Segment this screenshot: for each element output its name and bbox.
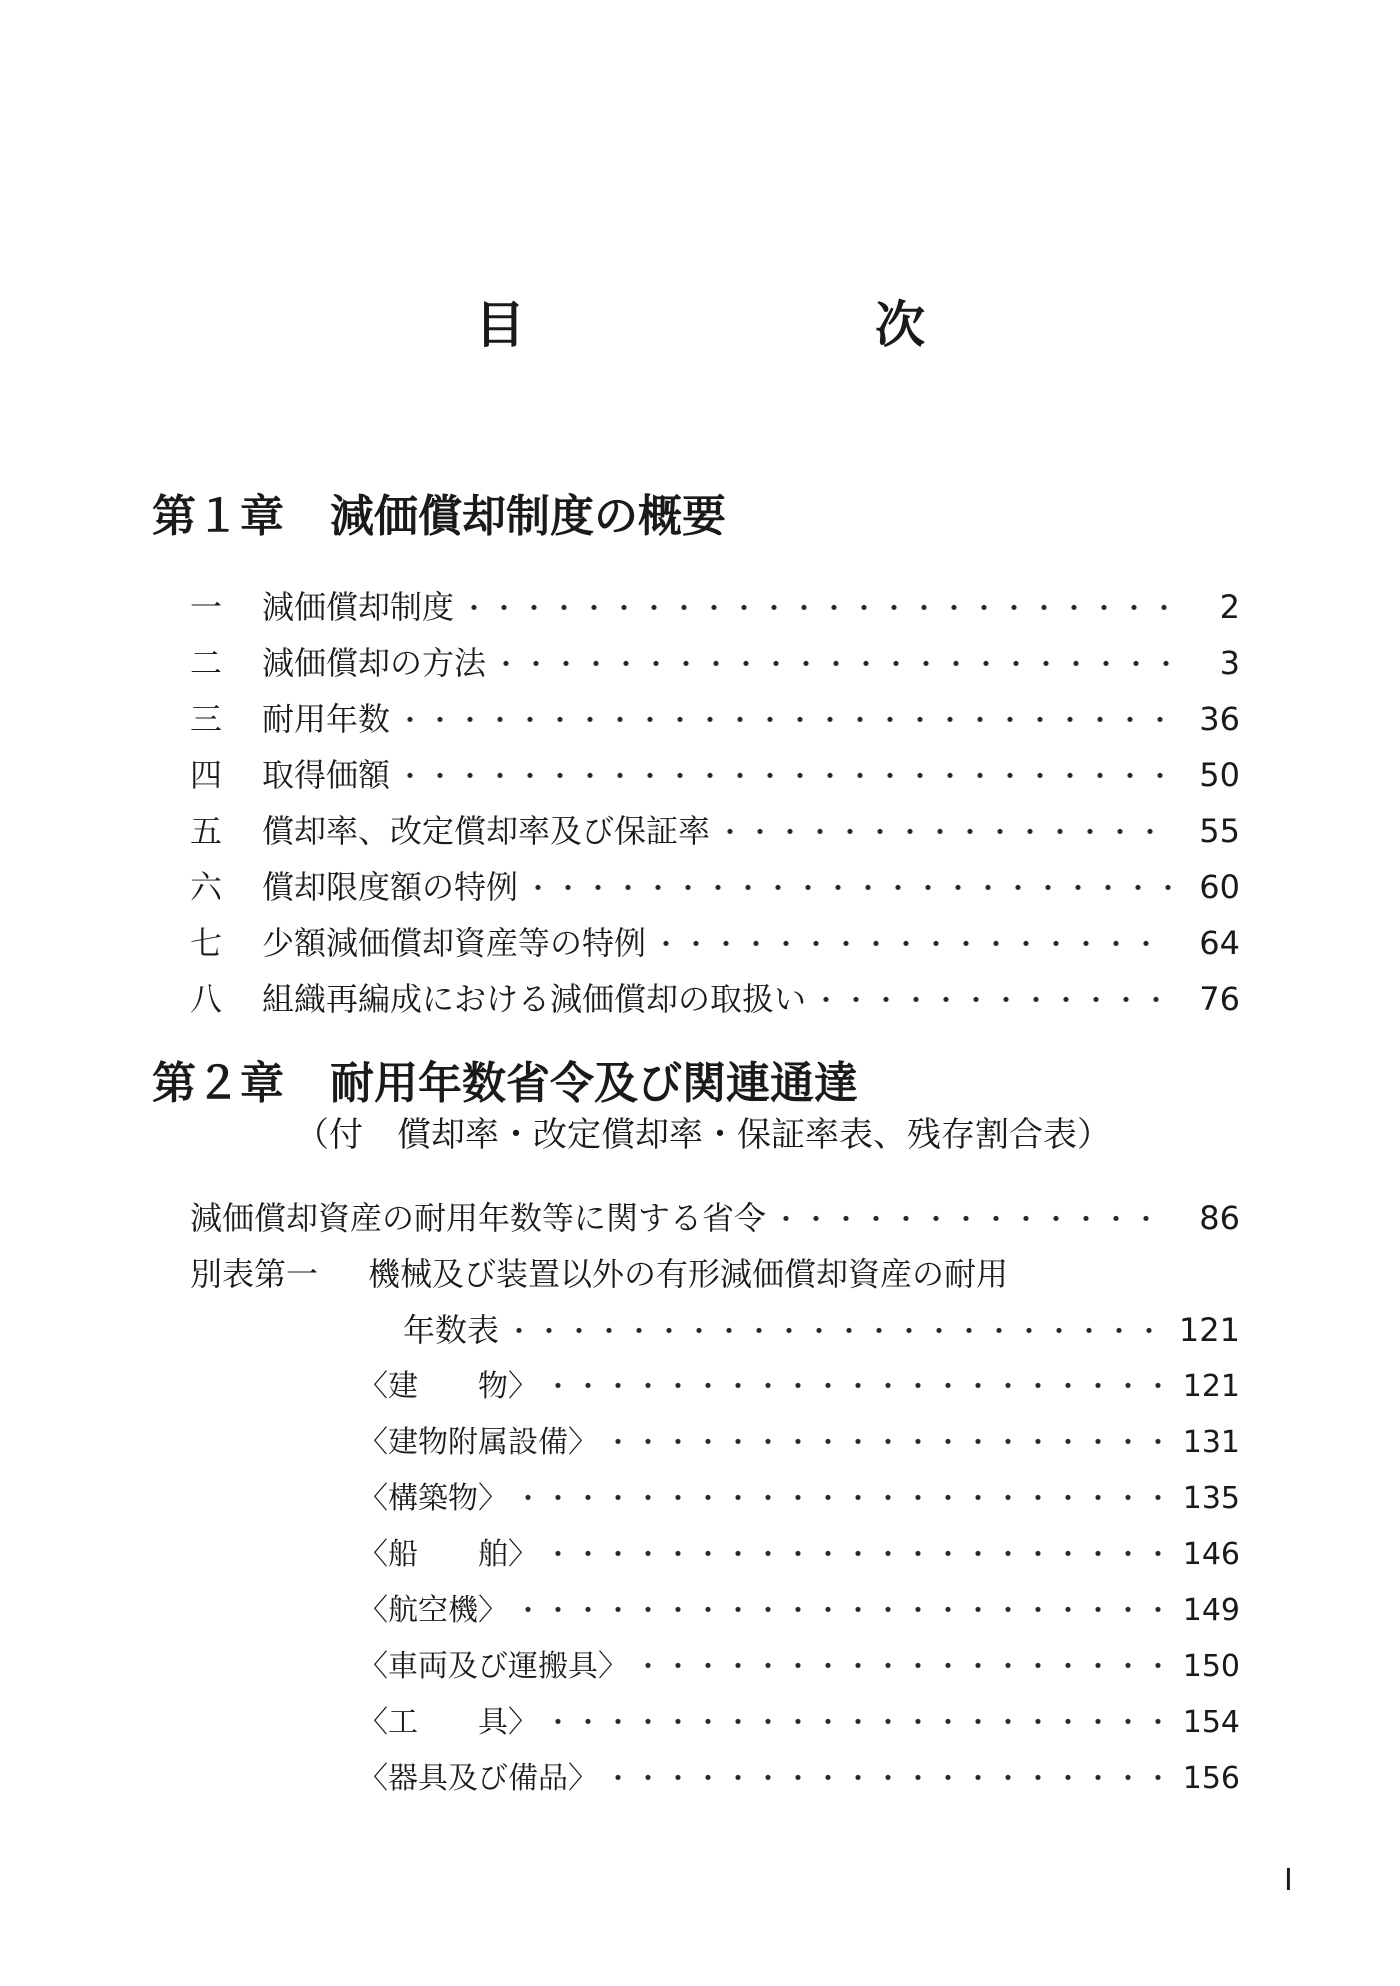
entry-page: 2 [1219,588,1240,626]
dot-leader [652,931,1172,959]
subentry-page: 146 [1182,1537,1240,1572]
toc-subentry[interactable] [358,1425,1240,1460]
dot-leader [604,1765,1168,1793]
dot-leader [396,707,1172,735]
chapter-2-title: 耐用年数省令及び関連通達 [330,1058,858,1109]
toc-entry[interactable] [190,868,1240,906]
entry-number: 八 [190,980,223,1018]
chapter-2-subtitle: （付 償却率・改定償却率・保証率表、残存割合表） [295,1115,1111,1155]
toc-entry[interactable] [190,644,1240,682]
toc-entry-table1-heading[interactable] [190,1255,1240,1293]
dot-leader [514,1597,1168,1625]
subentry-page: 121 [1182,1369,1240,1404]
entry-page: 36 [1199,700,1240,738]
subentry-label: 〈器具及び備品〉 [358,1761,598,1796]
subentry-label: 〈航空機〉 [358,1593,508,1628]
toc-subentry[interactable] [358,1593,1240,1628]
toc-subentry[interactable] [358,1537,1240,1572]
toc-entry[interactable] [190,812,1240,850]
dot-leader [544,1709,1168,1737]
toc-entry[interactable] [190,588,1240,626]
dot-leader [544,1373,1168,1401]
entry-label: 少額減価償却資産等の特例 [262,924,647,962]
entry-label: 減価償却の方法 [262,644,487,682]
entry-number: 三 [190,700,223,738]
entry-page: 121 [1178,1311,1240,1349]
subentry-page: 135 [1182,1481,1240,1516]
subentry-label: 〈建物附属設備〉 [358,1425,598,1460]
page-number: I [1284,1863,1293,1898]
table1-title-line1: 機械及び装置以外の有形減価償却資産の耐用 [368,1255,1009,1293]
toc-entry-table1[interactable] [403,1311,1240,1349]
toc-subentry[interactable] [358,1761,1240,1796]
subentry-page: 154 [1182,1705,1240,1740]
entry-number: 五 [190,812,223,850]
entry-number: 四 [190,756,223,794]
subentry-label: 〈構築物〉 [358,1481,508,1516]
entry-page: 64 [1199,924,1240,962]
subentry-page: 156 [1182,1761,1240,1796]
toc-entry-ordinance[interactable] [190,1199,1240,1237]
entry-label: 償却率、改定償却率及び保証率 [262,812,711,850]
subentry-label: 〈車両及び運搬具〉 [358,1649,628,1684]
dot-leader [524,875,1172,903]
entry-page: 3 [1219,644,1240,682]
dot-leader [716,819,1172,847]
entry-number: 六 [190,868,223,906]
chapter-2-heading[interactable] [152,1058,858,1109]
entry-number: 二 [190,644,223,682]
dot-leader [772,1206,1172,1234]
entry-page: 50 [1199,756,1240,794]
toc-entry[interactable] [190,756,1240,794]
entry-label: 償却限度額の特例 [262,868,519,906]
chapter-1-title: 減価償却制度の概要 [330,491,726,542]
dot-leader [505,1318,1172,1346]
toc-subentry[interactable] [358,1705,1240,1740]
dot-leader [514,1485,1168,1513]
toc-subentry[interactable] [358,1369,1240,1404]
entry-page: 55 [1199,812,1240,850]
entry-number: 七 [190,924,223,962]
toc-entry[interactable] [190,924,1240,962]
entry-label: 減価償却資産の耐用年数等に関する省令 [190,1199,767,1237]
dot-leader [460,595,1172,623]
table1-heading: 別表第一 [190,1255,319,1293]
entry-page: 76 [1199,980,1240,1018]
toc-entry[interactable] [190,700,1240,738]
entry-label: 組織再編成における減価償却の取扱い [262,980,807,1018]
entry-page: 86 [1199,1199,1240,1237]
table1-title-line2: 年数表 [403,1311,500,1349]
toc-subentry[interactable] [358,1649,1240,1684]
entry-page: 60 [1199,868,1240,906]
entry-label: 耐用年数 [262,700,391,738]
page-title: 目 次 [475,296,1075,354]
dot-leader [544,1541,1168,1569]
chapter-2-number: 第２章 [152,1058,284,1109]
subentry-label: 〈建 物〉 [358,1369,538,1404]
entry-label: 減価償却制度 [262,588,455,626]
dot-leader [812,987,1172,1015]
chapter-1-number: 第１章 [152,491,284,542]
subentry-page: 149 [1182,1593,1240,1628]
dot-leader [634,1653,1168,1681]
toc-entry[interactable] [190,980,1240,1018]
toc-subentry[interactable] [358,1481,1240,1516]
subentry-page: 131 [1182,1425,1240,1460]
dot-leader [492,651,1172,679]
subentry-label: 〈工 具〉 [358,1705,538,1740]
entry-number: 一 [190,588,223,626]
subentry-page: 150 [1182,1649,1240,1684]
entry-label: 取得価額 [262,756,391,794]
dot-leader [604,1429,1168,1457]
subentry-label: 〈船 舶〉 [358,1537,538,1572]
dot-leader [396,763,1172,791]
chapter-1-heading[interactable] [152,491,726,542]
